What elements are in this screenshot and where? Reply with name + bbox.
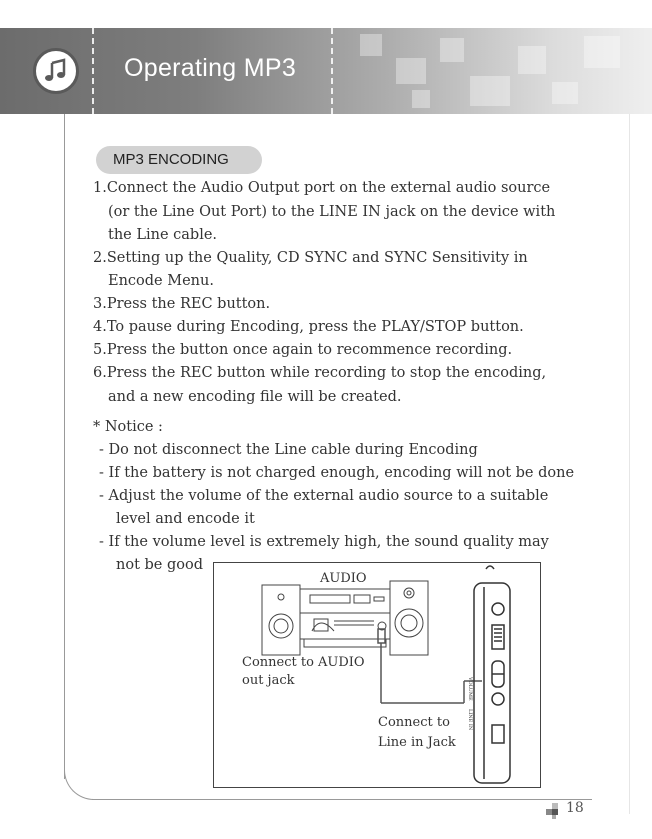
header-pixel <box>518 46 546 74</box>
header-pixel <box>584 36 620 68</box>
connect-line-label: Connect to <box>378 715 450 730</box>
header-pixel <box>396 58 426 84</box>
step-line: the Line cable. <box>108 227 218 243</box>
page-mark-icon <box>546 803 562 819</box>
header-band <box>0 28 652 114</box>
audio-label: AUDIO <box>320 571 367 586</box>
connect-line-label: Line in Jack <box>378 735 456 750</box>
step-line: 3.Press the REC button. <box>93 296 271 312</box>
step-line: 6.Press the REC button while recording to stop the encoding, <box>93 365 547 381</box>
right-speaker <box>390 581 428 655</box>
step-line: 1.Connect the Audio Output port on the external audio source <box>93 180 551 196</box>
page-border-corner <box>64 770 94 800</box>
step-line: and a new encoding file will be created. <box>108 389 402 405</box>
notice-line: - If the battery is not charged enough, encoding will not be done <box>99 465 575 481</box>
step-line: 2.Setting up the Quality, CD SYNC and SYNC Sensitivity in <box>93 250 528 266</box>
music-note-icon <box>33 48 79 94</box>
notice-line: - Adjust the volume of the external audio source to a suitable <box>99 488 549 504</box>
header-divider <box>331 28 333 114</box>
page-title: Operating MP3 <box>124 54 297 82</box>
page-border-bottom <box>92 799 592 800</box>
page-border-left <box>64 114 65 779</box>
header-pixel <box>470 76 510 106</box>
left-speaker <box>262 585 300 655</box>
music-note-icon-graphic <box>42 57 70 85</box>
connect-audio-label: out jack <box>242 673 295 688</box>
header-divider <box>92 28 94 114</box>
header-pixel <box>440 38 464 62</box>
notice-line: - Do not disconnect the Line cable during Encoding <box>99 442 478 458</box>
notice-line: - If the volume level is extremely high, the sound quality may <box>99 534 549 550</box>
step-line: (or the Line Out Port) to the LINE IN jack on the device with <box>108 204 556 220</box>
header-pixel <box>552 82 578 104</box>
connection-diagram <box>213 562 541 788</box>
stereo-unit <box>300 589 390 647</box>
device-volume-label: VOLUME <box>467 677 473 701</box>
notice-title: * Notice : <box>93 419 163 435</box>
section-title: MP3 ENCODING <box>96 146 262 174</box>
notice-line: not be good <box>116 557 203 573</box>
page-number: 18 <box>566 800 584 816</box>
notice-line: level and encode it <box>116 511 255 527</box>
mp3-device <box>474 566 510 783</box>
header-pixel <box>360 34 382 56</box>
header-pixel <box>412 90 430 108</box>
step-line: 5.Press the button once again to recommence recording. <box>93 342 513 358</box>
step-line: 4.To pause during Encoding, press the PLAY/STOP button. <box>93 319 524 335</box>
connect-audio-label: Connect to AUDIO <box>242 655 365 670</box>
step-line: Encode Menu. <box>108 273 214 289</box>
page-border-right <box>629 114 630 814</box>
device-linein-label: LINE IN <box>467 709 473 731</box>
